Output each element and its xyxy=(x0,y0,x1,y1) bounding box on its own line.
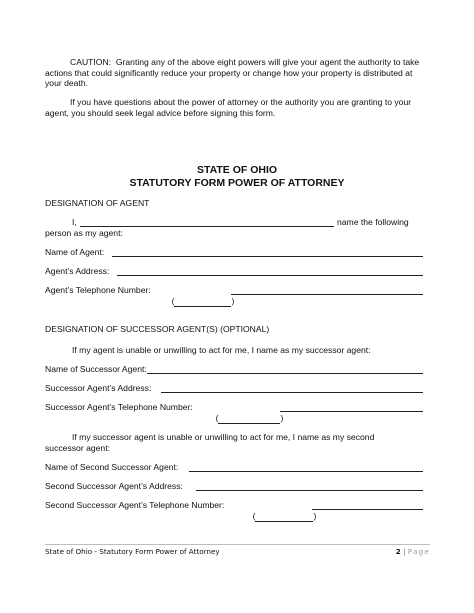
second-successor-phone-label: Second Successor Agent’s Telephone Number: xyxy=(45,500,225,510)
successor-phone-field[interactable] xyxy=(280,411,423,412)
second-successor-phone-field[interactable] xyxy=(312,509,423,510)
agent-phone-label: Agent’s Telephone Number: xyxy=(45,285,151,295)
successor-address-field[interactable] xyxy=(161,392,423,393)
successor-phone-area-field[interactable] xyxy=(215,413,280,424)
successor-heading: DESIGNATION OF SUCCESSOR AGENT(S) (OPTIONAL) xyxy=(45,324,270,334)
designation-heading: DESIGNATION OF AGENT xyxy=(45,198,150,208)
second-successor-address-field[interactable] xyxy=(196,490,423,491)
agent-phone-area-field[interactable] xyxy=(171,296,231,307)
principal-i-label: I, xyxy=(72,217,77,227)
second-successor-phone-open-paren: ( xyxy=(252,511,256,521)
agent-address-label: Agent’s Address: xyxy=(45,266,110,276)
successor-address-label: Successor Agent’s Address: xyxy=(45,383,152,393)
successor-phone-open-paren: ( xyxy=(215,413,219,423)
agent-address-field[interactable] xyxy=(117,275,423,276)
page-title-form: STATUTORY FORM POWER OF ATTORNEY xyxy=(129,177,345,189)
second-successor-intro: If my successor agent is unable or unwilling to act for me, I name as my second successor agent: xyxy=(45,432,377,453)
second-successor-phone-close-paren: ) xyxy=(313,511,317,521)
agent-phone-area-code[interactable] xyxy=(162,285,234,318)
footer-separator: | xyxy=(403,547,406,556)
second-successor-address-label: Second Successor Agent’s Address: xyxy=(45,481,183,491)
footer-divider xyxy=(45,544,430,545)
footer-page-number: 2 xyxy=(395,547,401,556)
successor-phone-area-code[interactable] xyxy=(206,402,283,435)
footer-page-indicator xyxy=(396,547,430,556)
second-successor-phone-area-code[interactable] xyxy=(243,500,316,533)
footer-document-title: State of Ohio - Statutory Form Power of Attorney xyxy=(45,547,220,556)
successor-phone-label: Successor Agent’s Telephone Number: xyxy=(45,402,193,412)
principal-name-field[interactable] xyxy=(80,226,334,227)
second-successor-name-field[interactable] xyxy=(189,471,423,472)
successor-intro: If my agent is unable or unwilling to act for me, I name as my successor agent: xyxy=(72,345,371,355)
successor-name-label: Name of Successor Agent: xyxy=(45,364,147,374)
advice-paragraph: If you have questions about the power of attorney or the authority you are granting to your agent, you should seek legal advice before signing this form. xyxy=(45,97,414,118)
page-title-state: STATE OF OHIO xyxy=(196,164,278,176)
second-successor-phone-area-field[interactable] xyxy=(252,511,313,522)
agent-name-label: Name of Agent: xyxy=(45,247,105,257)
agent-phone-open-paren: ( xyxy=(171,296,175,306)
successor-name-field[interactable] xyxy=(147,373,423,374)
agent-phone-field[interactable] xyxy=(231,294,423,295)
footer-page-word: Page xyxy=(407,547,430,556)
successor-phone-close-paren: ) xyxy=(280,413,284,423)
second-successor-name-label: Name of Second Successor Agent: xyxy=(45,462,179,472)
agent-name-field[interactable] xyxy=(112,256,423,257)
caution-paragraph: CAUTION: Granting any of the above eight powers will give your agent the authority to take actions that could significantly reduce your property or change how your property is distributed at your death. xyxy=(45,57,422,88)
name-following-label: name the following xyxy=(337,217,409,227)
person-as-agent-label: person as my agent: xyxy=(45,228,123,238)
agent-phone-close-paren: ) xyxy=(231,296,235,306)
